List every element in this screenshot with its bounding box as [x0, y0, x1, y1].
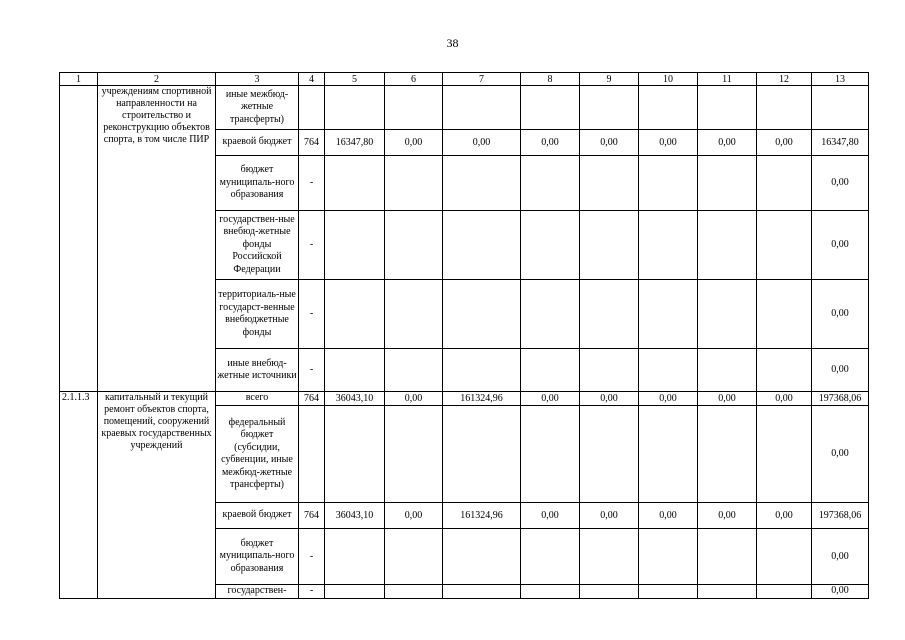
column-number: 7	[443, 73, 521, 86]
amount-cell	[521, 585, 580, 599]
amount-cell	[521, 406, 580, 503]
column-number: 1	[60, 73, 98, 86]
budget-code	[299, 406, 325, 503]
measure-code: 2.1.1.3	[60, 392, 98, 599]
amount-cell	[580, 211, 639, 280]
amount-cell	[757, 406, 812, 503]
amount-cell	[443, 529, 521, 585]
funding-source: бюджет муниципаль-ного образования	[216, 529, 299, 585]
amount-cell	[698, 156, 757, 211]
budget-code: -	[299, 156, 325, 211]
funding-source: федеральный бюджет (субсидии, субвенции, иные межбюд-жетные трансферты)	[216, 406, 299, 503]
amount-cell: 0,00	[698, 392, 757, 406]
amount-cell	[698, 280, 757, 349]
page-number: 38	[446, 36, 459, 50]
amount-cell	[325, 280, 385, 349]
budget-code: -	[299, 211, 325, 280]
amount-cell	[521, 280, 580, 349]
amount-cell	[757, 280, 812, 349]
table-row	[60, 392, 869, 406]
amount-cell	[580, 86, 639, 130]
amount-cell	[757, 585, 812, 599]
amount-cell: 0,00	[385, 392, 443, 406]
amount-cell	[325, 349, 385, 392]
column-number: 10	[639, 73, 698, 86]
amount-cell	[385, 211, 443, 280]
total-cell: 197368,06	[812, 503, 869, 529]
amount-cell	[443, 585, 521, 599]
budget-code	[299, 86, 325, 130]
amount-cell	[698, 406, 757, 503]
funding-source: территориаль-ные государст-венные внебюджетные фонды	[216, 280, 299, 349]
amount-cell	[325, 211, 385, 280]
total-cell: 0,00	[812, 406, 869, 503]
amount-cell: 0,00	[521, 130, 580, 156]
amount-cell	[521, 211, 580, 280]
amount-cell	[698, 211, 757, 280]
amount-cell	[521, 86, 580, 130]
amount-cell	[580, 585, 639, 599]
amount-cell	[443, 349, 521, 392]
budget-code: 764	[299, 503, 325, 529]
amount-cell: 0,00	[639, 130, 698, 156]
amount-cell: 0,00	[580, 392, 639, 406]
funding-source: государствен-ные внебюд-жетные фонды Российской Федерации	[216, 211, 299, 280]
amount-cell	[385, 585, 443, 599]
column-number: 3	[216, 73, 299, 86]
amount-cell: 0,00	[757, 392, 812, 406]
budget-table	[59, 72, 869, 599]
amount-cell	[757, 349, 812, 392]
amount-cell: 0,00	[580, 130, 639, 156]
amount-cell: 0,00	[639, 503, 698, 529]
budget-code: 764	[299, 130, 325, 156]
amount-cell: 0,00	[580, 503, 639, 529]
budget-code: -	[299, 349, 325, 392]
column-number: 5	[325, 73, 385, 86]
amount-cell	[580, 406, 639, 503]
amount-cell	[639, 156, 698, 211]
total-cell: 0,00	[812, 156, 869, 211]
amount-cell	[443, 211, 521, 280]
column-number: 9	[580, 73, 639, 86]
amount-cell: 0,00	[385, 130, 443, 156]
total-cell: 16347,80	[812, 130, 869, 156]
amount-cell: 0,00	[521, 503, 580, 529]
budget-code: 764	[299, 392, 325, 406]
amount-cell: 0,00	[698, 130, 757, 156]
amount-cell	[443, 86, 521, 130]
amount-cell	[443, 406, 521, 503]
column-number: 12	[757, 73, 812, 86]
table-row	[60, 86, 869, 130]
amount-cell	[325, 86, 385, 130]
column-number: 13	[812, 73, 869, 86]
amount-cell	[639, 585, 698, 599]
amount-cell	[385, 529, 443, 585]
column-number: 6	[385, 73, 443, 86]
amount-cell: 0,00	[757, 503, 812, 529]
column-number-row	[60, 73, 869, 86]
column-number: 11	[698, 73, 757, 86]
funding-source: всего	[216, 392, 299, 406]
amount-cell: 36043,10	[325, 503, 385, 529]
amount-cell	[580, 280, 639, 349]
amount-cell: 0,00	[698, 503, 757, 529]
amount-cell	[325, 585, 385, 599]
funding-source: иные межбюд-жетные трансферты)	[216, 86, 299, 130]
amount-cell	[698, 585, 757, 599]
budget-code: -	[299, 280, 325, 349]
amount-cell	[385, 280, 443, 349]
amount-cell	[443, 280, 521, 349]
amount-cell	[757, 211, 812, 280]
amount-cell: 0,00	[639, 392, 698, 406]
amount-cell	[639, 280, 698, 349]
column-number: 8	[521, 73, 580, 86]
amount-cell: 161324,96	[443, 392, 521, 406]
column-number: 4	[299, 73, 325, 86]
amount-cell	[639, 406, 698, 503]
funding-source: краевой бюджет	[216, 130, 299, 156]
amount-cell	[580, 156, 639, 211]
amount-cell	[521, 349, 580, 392]
amount-cell	[325, 156, 385, 211]
amount-cell	[639, 349, 698, 392]
budget-code: -	[299, 529, 325, 585]
amount-cell: 161324,96	[443, 503, 521, 529]
funding-source: государствен-	[216, 585, 299, 599]
amount-cell: 0,00	[521, 392, 580, 406]
amount-cell: 0,00	[443, 130, 521, 156]
total-cell: 0,00	[812, 585, 869, 599]
amount-cell	[325, 406, 385, 503]
amount-cell	[698, 86, 757, 130]
amount-cell	[385, 349, 443, 392]
funding-source: бюджет муниципаль-ного образования	[216, 156, 299, 211]
amount-cell	[698, 529, 757, 585]
measure-name: капитальный и текущий ремонт объектов спорта, помещений, сооружений краевых государственных учреждений	[98, 392, 216, 599]
amount-cell	[385, 156, 443, 211]
amount-cell: 0,00	[385, 503, 443, 529]
total-cell: 0,00	[812, 349, 869, 392]
amount-cell: 0,00	[757, 130, 812, 156]
amount-cell	[639, 529, 698, 585]
total-cell: 197368,06	[812, 392, 869, 406]
amount-cell	[325, 529, 385, 585]
amount-cell	[757, 156, 812, 211]
amount-cell	[443, 156, 521, 211]
budget-code: -	[299, 585, 325, 599]
column-number: 2	[98, 73, 216, 86]
total-cell: 0,00	[812, 280, 869, 349]
amount-cell	[757, 529, 812, 585]
amount-cell	[521, 529, 580, 585]
funding-source: иные внебюд-жетные источники	[216, 349, 299, 392]
amount-cell	[639, 86, 698, 130]
amount-cell	[639, 211, 698, 280]
amount-cell	[757, 86, 812, 130]
measure-block-1	[60, 86, 869, 392]
total-cell	[812, 86, 869, 130]
amount-cell	[385, 406, 443, 503]
amount-cell	[698, 349, 757, 392]
measure-code	[60, 86, 98, 392]
amount-cell	[385, 86, 443, 130]
amount-cell: 16347,80	[325, 130, 385, 156]
amount-cell	[580, 349, 639, 392]
amount-cell	[521, 156, 580, 211]
measure-block-2	[60, 392, 869, 599]
measure-name: учреждениям спортивной направленности на строительство и реконструкцию объектов спорта, в том числе ПИР	[98, 86, 216, 392]
total-cell: 0,00	[812, 529, 869, 585]
amount-cell: 36043,10	[325, 392, 385, 406]
funding-source: краевой бюджет	[216, 503, 299, 529]
amount-cell	[580, 529, 639, 585]
total-cell: 0,00	[812, 211, 869, 280]
